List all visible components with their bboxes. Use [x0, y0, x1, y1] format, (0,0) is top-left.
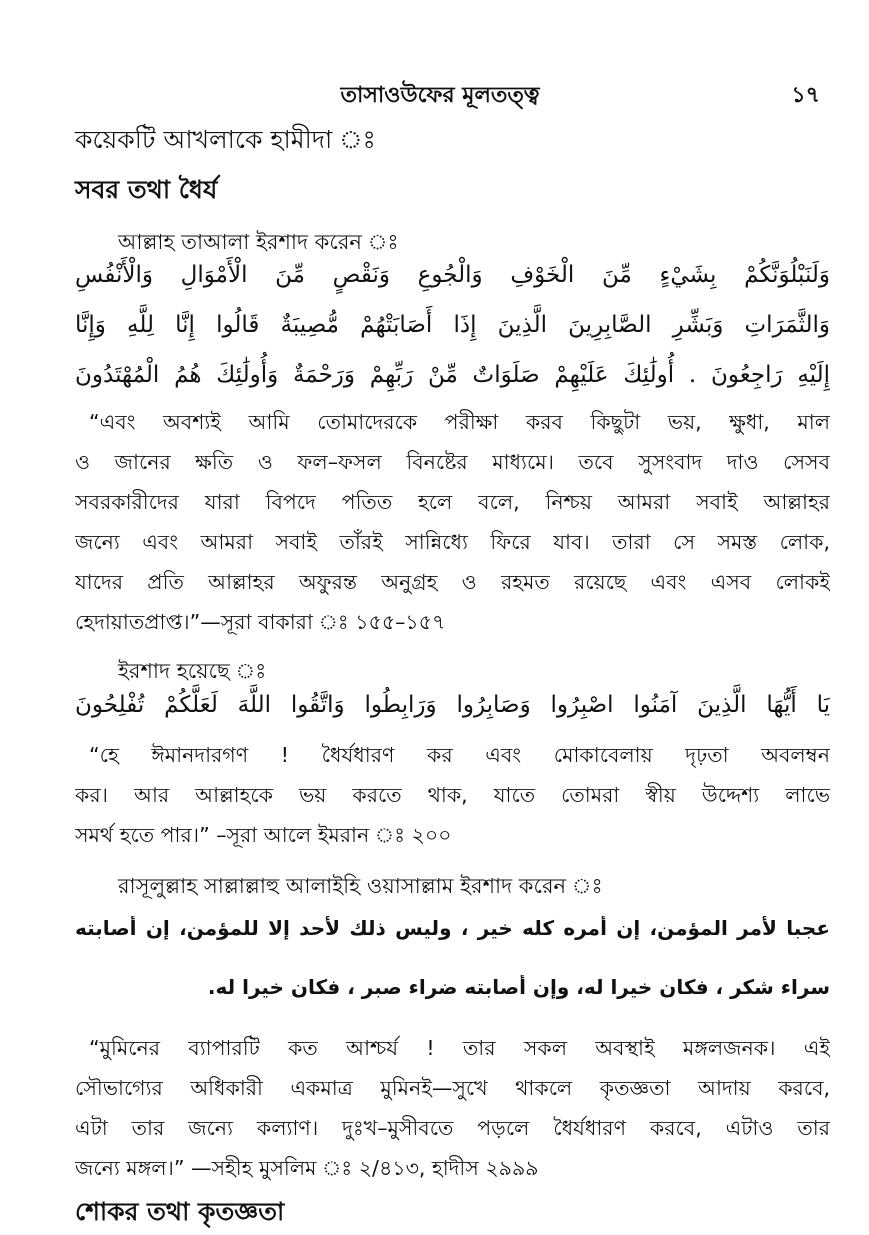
sabr-intro-3: রাসূলুল্লাহ সাল্লাল্লাহু আলাইহি ওয়াসাল্লাম ইরশাদ করেন ঃ	[118, 874, 603, 898]
translation-2	[75, 735, 830, 855]
translation-1-line: “এবং অবশ্যই আমি তোমাদেরকে পরীক্ষা করব কিছুটা ভয়, ক্ষুধা, মাল	[89, 410, 830, 434]
arabic-verse-1-line: وَالثَّمَرَاتِ وَبَشِّرِ الصَّابِرِينَ الَّذِينَ إِذَا أَصَابَتْهُمْ مُّصِيبَةٌ قَالُوا إِنَّا لِلَّهِ وَإِنَّا	[75, 312, 830, 338]
arabic-verse-2-line: يَا أَيُّهَا الَّذِينَ آمَنُوا اصْبِرُوا وَصَابِرُوا وَرَابِطُوا وَاتَّقُوا اللَّهَ لَعَلَّكُمْ تُفْلِحُونَ	[75, 692, 830, 718]
arabic-verse-2	[75, 680, 830, 730]
translation-3-line: জন্যে মঙ্গল।” —সহীহ মুসলিম ঃ ২/৪১৩, হাদীস ২৯৯৯	[75, 1156, 539, 1180]
translation-1	[75, 402, 830, 642]
page-number: ১৭	[791, 82, 820, 108]
translation-1-line: ও জানের ক্ষতি ও ফল–ফসল বিনষ্টের মাধ্যমে। তবে সুসংবাদ দাও সেসব	[75, 450, 830, 474]
sabr-intro-1: আল্লাহ তাআলা ইরশাদ করেন ঃ	[118, 230, 399, 254]
translation-1-line: যাদের প্রতি আল্লাহর অফুরন্ত অনুগ্রহ ও রহমত রয়েছে এবং এসব লোকই	[75, 570, 830, 594]
translation-3	[75, 1028, 830, 1188]
running-title: তাসাওউফের মূলতত্ত্ব	[340, 82, 540, 108]
hadith-arabic-line: عجبا لأمر المؤمن، إن أمره كله خير ، وليس ذلك لأحد إلا للمؤمن، إن أصابته	[75, 916, 830, 940]
translation-1-line: হেদায়াতপ্রাপ্ত।”—সূরা বাকারা ঃ ১৫৫–১৫৭	[75, 610, 446, 634]
translation-2-line: কর। আর আল্লাহকে ভয় করতে থাক, যাতে তোমরা স্বীয় উদ্দেশ্য লাভে	[75, 783, 830, 807]
translation-3-line: সৌভাগ্যের অধিকারী একমাত্র মুমিনই—সুখে থাকলে কৃতজ্ঞতা আদায় করবে,	[75, 1076, 830, 1100]
shukr-heading: শোকর তথা কৃতজ্ঞতা	[75, 1197, 285, 1226]
hadith-arabic-line: سراء شكر ، فكان خيرا له، وإن أصابته ضراء صبر ، فكان خيرا له.	[207, 975, 830, 999]
sabr-intro-2: ইরশাদ হয়েছে ঃ	[118, 659, 267, 683]
sabr-heading: সবর তথা ধৈর্য	[75, 175, 218, 204]
running-header	[60, 78, 820, 108]
translation-2-line: সমর্থ হতে পার।” –সূরা আলে ইমরান ঃ ২০০	[75, 823, 452, 847]
translation-1-line: জন্যে এবং আমরা সবাই তাঁরই সান্নিধ্যে ফিরে যাব। তারা সে সমস্ত লোক,	[75, 530, 830, 554]
translation-1-line: সবরকারীদের যারা বিপদে পতিত হলে বলে, নিশ্চয় আমরা সবাই আল্লাহর	[75, 490, 830, 514]
arabic-verse-1	[75, 250, 830, 400]
section-title: কয়েকটি আখলাকে হামীদা ঃ	[75, 125, 376, 154]
translation-2-line: “হে ঈমানদারগণ ! ধৈর্যধারণ কর এবং মোকাবেলায় দৃঢ়তা অবলম্বন	[89, 743, 830, 767]
arabic-verse-1-line: إِلَيْهِ رَاجِعُونَ . أُولَٰئِكَ عَلَيْهِمْ صَلَوَاتٌ مِّنْ رَبِّهِمْ وَرَحْمَةٌ وَأُولَٰئِكَ هُمُ الْمُهْتَدُونَ	[75, 362, 830, 388]
translation-3-line: “মুমিনের ব্যাপারটি কত আশ্চর্য ! তার সকল অবস্থাই মঙ্গলজনক। এই	[89, 1036, 830, 1060]
translation-3-line: এটা তার জন্যে কল্যাণ। দুঃখ–মুসীবতে পড়লে ধৈর্যধারণ করবে, এটাও তার	[75, 1116, 830, 1140]
arabic-verse-1-line: وَلَنَبْلُوَنَّكُمْ بِشَيْءٍ مِّنَ الْخَوْفِ وَالْجُوعِ وَنَقْصٍ مِّنَ الْأَمْوَالِ وَالْأَنْفُسِ	[75, 262, 830, 288]
